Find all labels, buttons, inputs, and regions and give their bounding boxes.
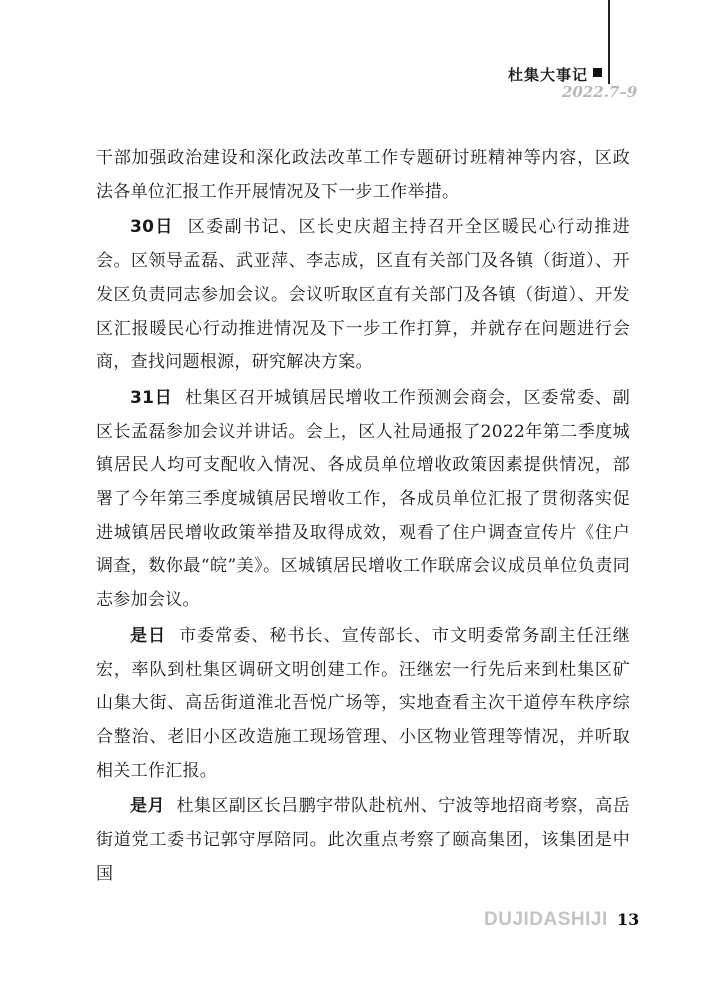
- paragraph-entry: [96, 211, 630, 380]
- paragraph-text: 市委常委、秘书长、宣传部长、市文明委常务副主任汪继宏，率队到杜集区调研文明创建工作。汪继宏一行先后来到杜集区矿山集大街、高岳街道淮北吾悦广场等，实地查看主次干道停车秩序综合整治、老旧小区改造施工现场管理、小区物业管理等情况，并听取相关工作汇报。: [96, 625, 630, 781]
- header-date: 2022.7–9: [562, 83, 638, 101]
- paragraph-text: 杜集区副区长吕鹏宇带队赴杭州、宁波等地招商考察，高岳街道党工委书记郭守厚陪同。此次重点考察了颐高集团，该集团是中国: [96, 796, 630, 884]
- entry-date: 是月: [130, 796, 165, 817]
- footer-brand: DUJIDASHIJI: [484, 909, 608, 930]
- page-number: 13: [617, 910, 640, 929]
- paragraph-text: 区委副书记、区长史庆超主持召开全区暖民心行动推进会。区领导孟磊、武亚萍、李志成，区直有关部门及各镇（街道）、开发区负责同志参加会议。会议听取区直有关部门及各镇（街道）、开发区汇报暖民心行动推进情况及下一步工作打算，并就存在问题进行会商，查找问题根源，研究解决方案。: [96, 217, 630, 373]
- page-body: [96, 142, 630, 893]
- header-title: 杜集大事记: [508, 66, 589, 84]
- entry-date: 31日: [130, 387, 173, 408]
- header-rule: [608, 0, 610, 84]
- paragraph-continuation: [96, 142, 630, 209]
- paragraph-entry: [96, 382, 630, 618]
- paragraph-entry: [96, 620, 630, 789]
- entry-date: 30日: [130, 217, 174, 238]
- paragraph-text: 杜集区召开城镇居民增收工作预测会商会，区委常委、副区长孟磊参加会议并讲话。会上，区人社局通报了2022年第二季度城镇居民人均可支配收入情况、各成员单位增收政策因素提供情况，部署了今年第三季度城镇居民增收工作，各成员单位汇报了贯彻落实促进城镇居民增收政策举措及取得成效，观看了住户调查宣传片《住户调查，数你最“皖”美》。区城镇居民增收工作联席会议成员单位负责同志参加会议。: [96, 387, 631, 611]
- header-square-mark: [593, 68, 602, 77]
- paragraph-entry: [96, 790, 630, 891]
- entry-date: 是日: [130, 625, 167, 646]
- paragraph-text: 干部加强政治建设和深化政法改革工作专题研讨班精神等内容，区政法各单位汇报工作开展情况及下一步工作举措。: [96, 148, 630, 202]
